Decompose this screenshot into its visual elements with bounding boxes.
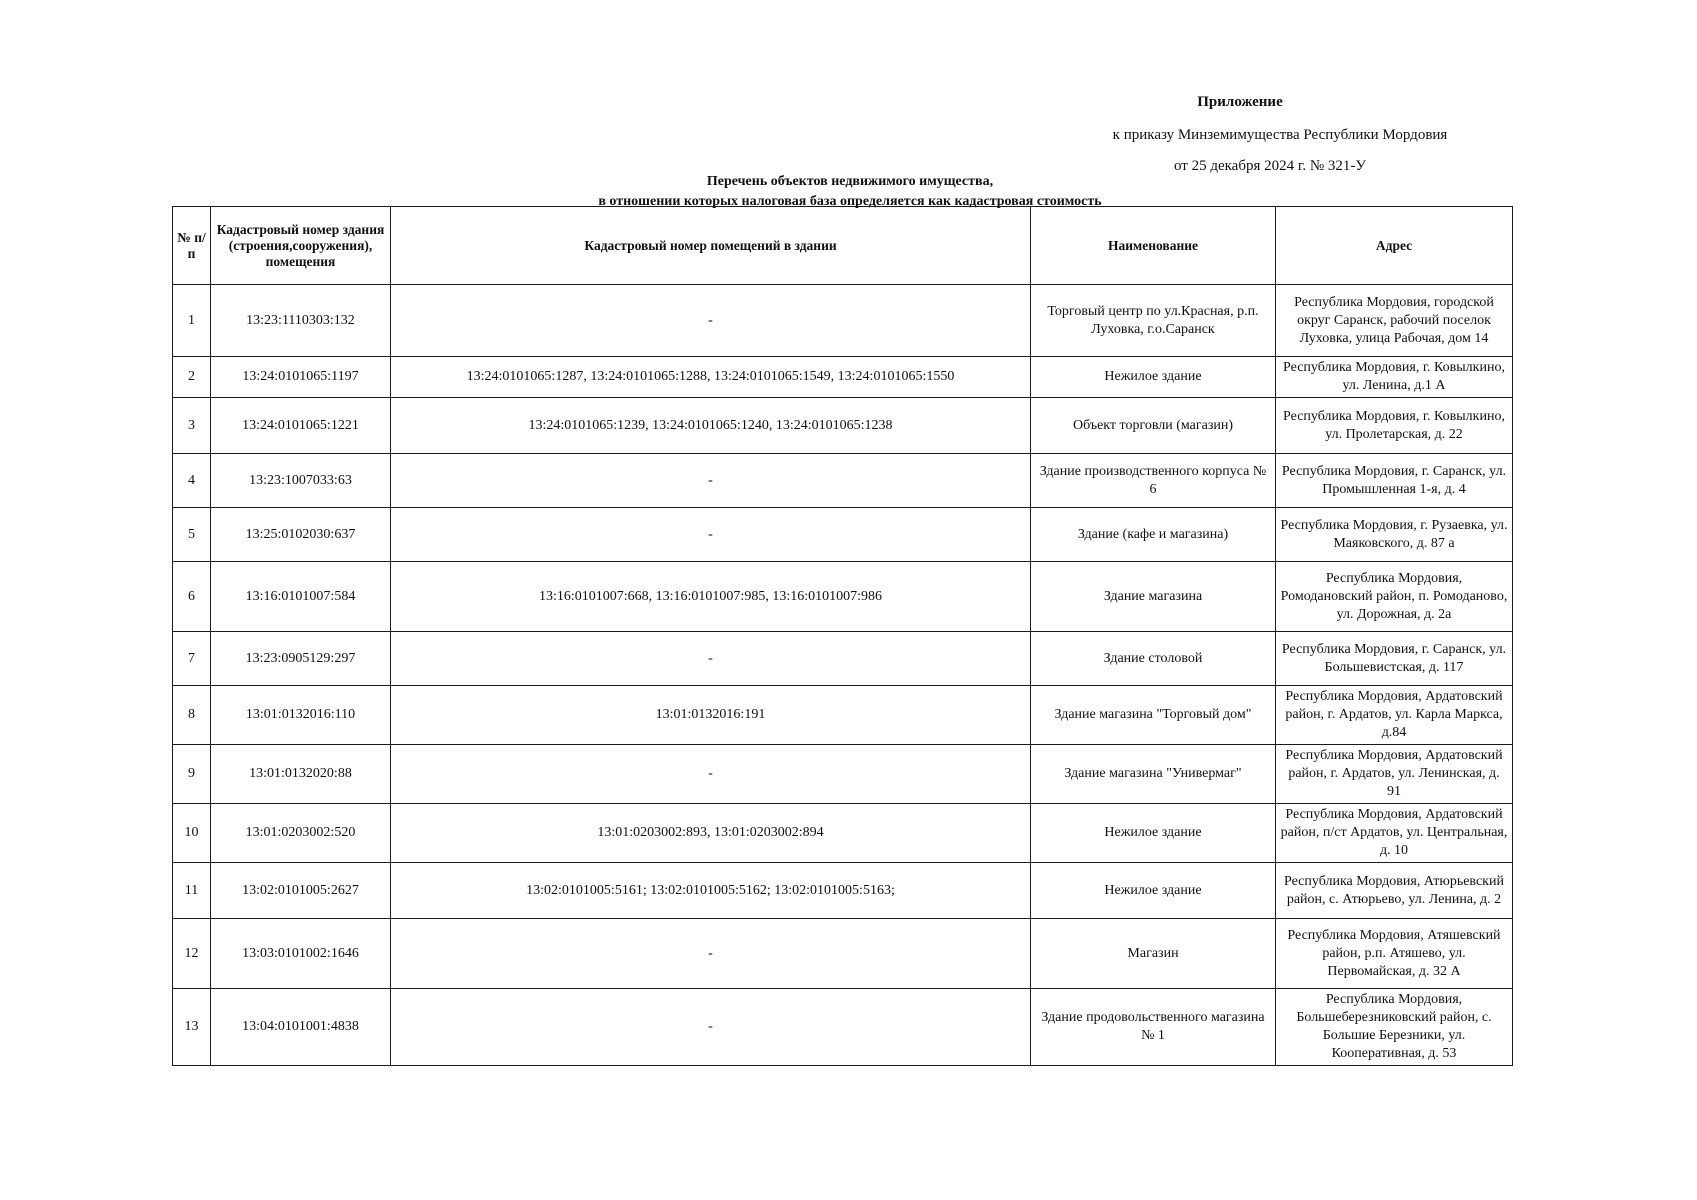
object-name-cell: Здание производственного корпуса № 6 xyxy=(1031,454,1276,508)
row-number-cell: 2 xyxy=(173,357,211,398)
object-name-cell: Здание магазина "Торговый дом" xyxy=(1031,686,1276,745)
cadastral-number-cell: 13:23:0905129:297 xyxy=(211,632,391,686)
object-name-cell: Нежилое здание xyxy=(1031,863,1276,919)
address-cell: Республика Мордовия, г. Рузаевка, ул. Маяковского, д. 87 а xyxy=(1276,508,1513,562)
cadastral-number-cell: 13:02:0101005:2627 xyxy=(211,863,391,919)
cadastral-number-cell: 13:01:0203002:520 xyxy=(211,804,391,863)
room-numbers-cell: - xyxy=(391,745,1031,804)
row-number-cell: 1 xyxy=(173,285,211,357)
table-row xyxy=(173,745,1513,804)
object-name-cell: Магазин xyxy=(1031,919,1276,989)
cadastral-number-cell: 13:23:1110303:132 xyxy=(211,285,391,357)
object-name-cell: Здание столовой xyxy=(1031,632,1276,686)
address-cell: Республика Мордовия, Атюрьевский район, с. Атюрьево, ул. Ленина, д. 2 xyxy=(1276,863,1513,919)
address-cell: Республика Мордовия, Атяшевский район, р.п. Атяшево, ул. Первомайская, д. 32 А xyxy=(1276,919,1513,989)
appendix-title: Приложение xyxy=(1197,94,1283,110)
table-row xyxy=(173,285,1513,357)
cadastral-number-cell: 13:01:0132016:110 xyxy=(211,686,391,745)
address-cell: Республика Мордовия, г. Ковылкино, ул. Пролетарская, д. 22 xyxy=(1276,398,1513,454)
cadastral-number-cell: 13:24:0101065:1221 xyxy=(211,398,391,454)
order-date: от 25 декабря 2024 г. № 321-У xyxy=(1173,158,1367,174)
order-reference: к приказу Минземимущества Республики Мордовия xyxy=(1112,127,1448,143)
cadastral-number-cell: 13:03:0101002:1646 xyxy=(211,919,391,989)
cadastral-number-cell: 13:01:0132020:88 xyxy=(211,745,391,804)
row-number-cell: 7 xyxy=(173,632,211,686)
cadastral-number-cell: 13:16:0101007:584 xyxy=(211,562,391,632)
room-numbers-cell: - xyxy=(391,508,1031,562)
row-number-cell: 4 xyxy=(173,454,211,508)
document-title-line2: в отношении которых налоговая база определяется как кадастровая стоимость xyxy=(598,194,1102,209)
row-number-cell: 12 xyxy=(173,919,211,989)
row-number-cell: 3 xyxy=(173,398,211,454)
table-row xyxy=(173,357,1513,398)
object-name-cell: Здание продовольственного магазина № 1 xyxy=(1031,989,1276,1066)
cadastral-number-cell: 13:25:0102030:637 xyxy=(211,508,391,562)
address-cell: Республика Мордовия, городской округ Саранск, рабочий поселок Луховка, улица Рабочая, дом 14 xyxy=(1276,285,1513,357)
property-table xyxy=(172,206,1513,1066)
room-numbers-cell: - xyxy=(391,632,1031,686)
table-row xyxy=(173,398,1513,454)
table-row xyxy=(173,508,1513,562)
column-header-name: Наименование xyxy=(1031,207,1276,285)
table-row xyxy=(173,989,1513,1066)
address-cell: Республика Мордовия, Ардатовский район, г. Ардатов, ул. Карла Маркса, д.84 xyxy=(1276,686,1513,745)
cadastral-number-cell: 13:23:1007033:63 xyxy=(211,454,391,508)
object-name-cell: Объект торговли (магазин) xyxy=(1031,398,1276,454)
object-name-cell: Торговый центр по ул.Красная, р.п. Луховка, г.о.Саранск xyxy=(1031,285,1276,357)
row-number-cell: 13 xyxy=(173,989,211,1066)
row-number-cell: 6 xyxy=(173,562,211,632)
column-header-number: № п/п xyxy=(173,207,211,285)
table-row xyxy=(173,632,1513,686)
table-row xyxy=(173,454,1513,508)
row-number-cell: 9 xyxy=(173,745,211,804)
address-cell: Республика Мордовия, Ардатовский район, п/ст Ардатов, ул. Центральная, д. 10 xyxy=(1276,804,1513,863)
address-cell: Республика Мордовия, Ромодановский район, п. Ромоданово, ул. Дорожная, д. 2а xyxy=(1276,562,1513,632)
column-header-rooms: Кадастровый номер помещений в здании xyxy=(391,207,1031,285)
object-name-cell: Здание магазина "Универмаг" xyxy=(1031,745,1276,804)
object-name-cell: Нежилое здание xyxy=(1031,804,1276,863)
object-name-cell: Нежилое здание xyxy=(1031,357,1276,398)
table-body xyxy=(173,285,1513,1066)
room-numbers-cell: 13:24:0101065:1287, 13:24:0101065:1288, 13:24:0101065:1549, 13:24:0101065:1550 xyxy=(391,357,1031,398)
address-cell: Республика Мордовия, г. Саранск, ул. Промышленная 1-я, д. 4 xyxy=(1276,454,1513,508)
room-numbers-cell: 13:16:0101007:668, 13:16:0101007:985, 13:16:0101007:986 xyxy=(391,562,1031,632)
address-cell: Республика Мордовия, Ардатовский район, г. Ардатов, ул. Ленинская, д. 91 xyxy=(1276,745,1513,804)
row-number-cell: 8 xyxy=(173,686,211,745)
object-name-cell: Здание магазина xyxy=(1031,562,1276,632)
room-numbers-cell: 13:01:0132016:191 xyxy=(391,686,1031,745)
table-header-row xyxy=(173,207,1513,285)
row-number-cell: 10 xyxy=(173,804,211,863)
cadastral-number-cell: 13:24:0101065:1197 xyxy=(211,357,391,398)
room-numbers-cell: 13:01:0203002:893, 13:01:0203002:894 xyxy=(391,804,1031,863)
table-row xyxy=(173,804,1513,863)
table-row xyxy=(173,562,1513,632)
row-number-cell: 11 xyxy=(173,863,211,919)
document-title-line1: Перечень объектов недвижимого имущества, xyxy=(706,174,994,189)
column-header-address: Адрес xyxy=(1276,207,1513,285)
room-numbers-cell: 13:02:0101005:5161; 13:02:0101005:5162; 13:02:0101005:5163; xyxy=(391,863,1031,919)
row-number-cell: 5 xyxy=(173,508,211,562)
address-cell: Республика Мордовия, Большеберезниковский район, с. Большие Березники, ул. Кооперативная, д. 53 xyxy=(1276,989,1513,1066)
table-row xyxy=(173,863,1513,919)
object-name-cell: Здание (кафе и магазина) xyxy=(1031,508,1276,562)
cadastral-number-cell: 13:04:0101001:4838 xyxy=(211,989,391,1066)
room-numbers-cell: - xyxy=(391,919,1031,989)
room-numbers-cell: - xyxy=(391,285,1031,357)
address-cell: Республика Мордовия, г. Саранск, ул. Большевистская, д. 117 xyxy=(1276,632,1513,686)
room-numbers-cell: - xyxy=(391,989,1031,1066)
table-row xyxy=(173,686,1513,745)
table-row xyxy=(173,919,1513,989)
address-cell: Республика Мордовия, г. Ковылкино, ул. Ленина, д.1 А xyxy=(1276,357,1513,398)
column-header-cadastral: Кадастровый номер здания (строения,сооружения), помещения xyxy=(211,207,391,285)
room-numbers-cell: 13:24:0101065:1239, 13:24:0101065:1240, 13:24:0101065:1238 xyxy=(391,398,1031,454)
room-numbers-cell: - xyxy=(391,454,1031,508)
